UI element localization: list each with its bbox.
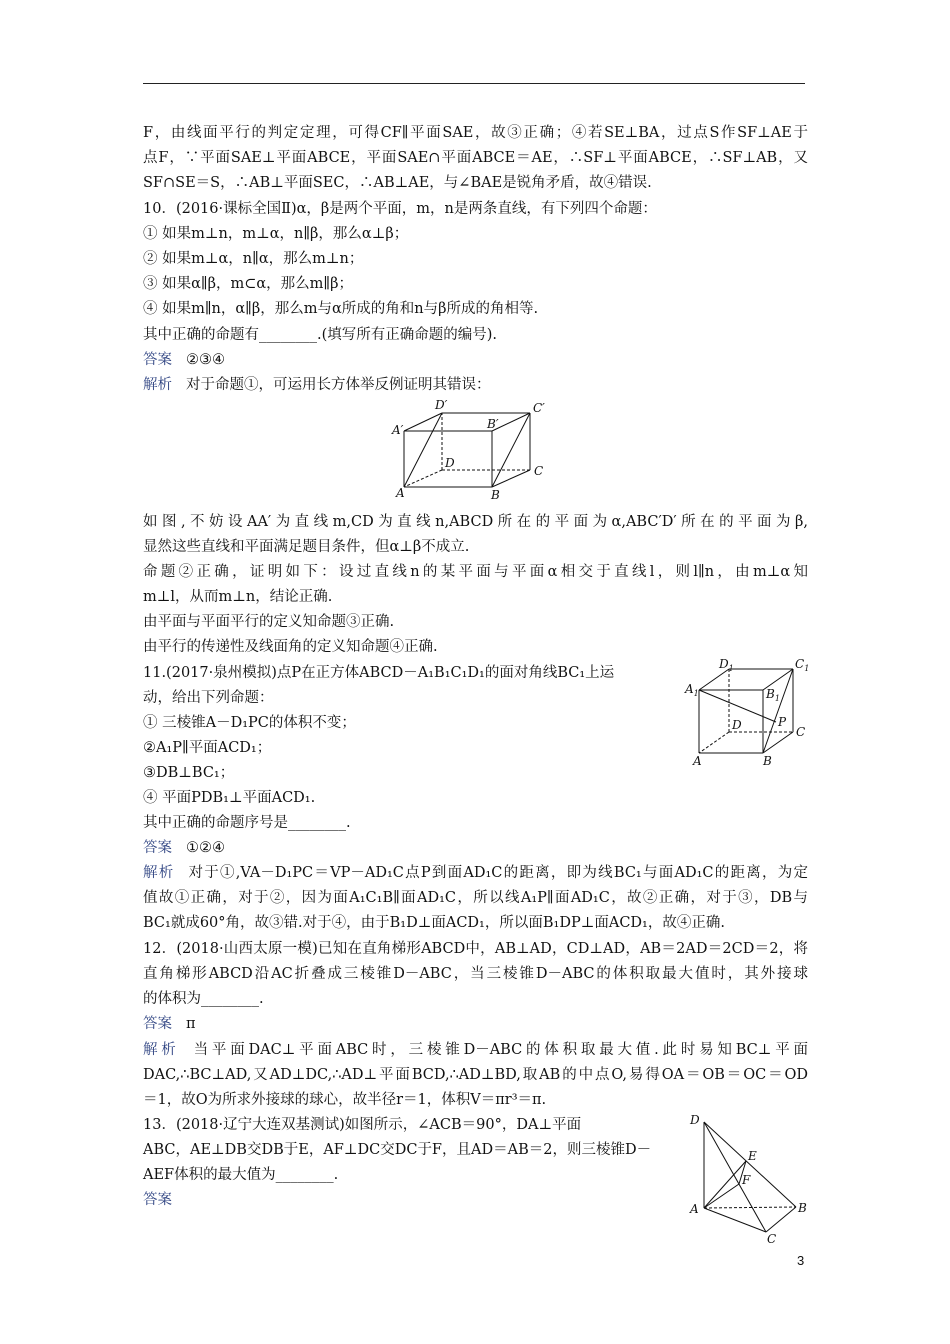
- q13-tetrahedron-figure: [684, 1110, 814, 1245]
- q13-stem-2: ABC，AE⊥DB交DB于E，AF⊥DC交DC于F，且AD＝AB＝2，则三棱锥D－: [143, 1142, 652, 1158]
- answer-tag: 答案: [143, 352, 172, 368]
- label-c: C: [796, 725, 806, 739]
- page-number: 3: [797, 1253, 805, 1268]
- q10-answer-value: ②③④: [186, 352, 225, 368]
- label-a-prime: A′: [392, 423, 404, 437]
- label-a: A: [693, 754, 702, 768]
- p9-line-3: SF∩SE＝S，∴AB⊥平面SEC，∴AB⊥AE，与∠BAE是锐角矛盾，故④错误.: [143, 175, 652, 191]
- label-c: C: [767, 1232, 777, 1245]
- q11-option-1: ① 三棱锥A－D₁PC的体积不变；: [143, 715, 356, 731]
- analysis-tag: 解析: [143, 1042, 180, 1058]
- p9-line-2: 点F，∵平面SAE⊥平面ABCE，平面SAE∩平面ABCE＝AE，∴SF⊥平面ABCE，∴SF⊥AB，又: [143, 150, 808, 166]
- q11-option-2: ②A₁P∥平面ACD₁；: [143, 740, 272, 756]
- q10-cuboid-figure: [390, 398, 550, 506]
- label-d: D: [690, 1113, 700, 1127]
- header-rule: [143, 83, 805, 84]
- q10-analysis-line-7: 由平行的传递性及线面角的定义知命题④正确.: [143, 639, 438, 655]
- q13-stem-3: AEF体积的最大值为________.: [143, 1167, 339, 1183]
- label-a1: $A_1$: [685, 682, 699, 698]
- q10-analysis: [143, 376, 808, 394]
- label-p: P: [778, 715, 787, 729]
- q10-option-2: ② 如果m⊥α，n∥α，那么m⊥n；: [143, 251, 364, 267]
- q11-option-4: ④ 平面PDB₁⊥平面ACD₁.: [143, 790, 316, 806]
- label-d: D: [445, 456, 455, 470]
- q10-analysis-line-5: m⊥l，从而m⊥n，结论正确.: [143, 589, 333, 605]
- q10-option-4: ④ 如果m∥n，α∥β，那么m与α所成的角和n与β所成的角相等.: [143, 301, 539, 317]
- q11-analysis-text: 对于①,VA－D₁PC＝VP－AD₁C点P到面AD₁C的距离，即为线BC₁与面AD₁C的距离，为定: [188, 865, 809, 881]
- q10-analysis-text: 对于命题①，可运用长方体举反例证明其错误：: [186, 377, 491, 393]
- label-c-prime: C′: [533, 401, 545, 415]
- q11-cube-figure: [683, 658, 813, 770]
- q10-question: 其中正确的命题有________.(填写所有正确命题的编号).: [143, 327, 498, 343]
- label-c1: $C_1$: [795, 658, 810, 673]
- label-b1: $B_1$: [766, 687, 780, 703]
- label-c: C: [534, 464, 544, 478]
- label-d1: $D_1$: [719, 658, 734, 673]
- q12-stem-1: 12．(2018·山西太原一模)已知在直角梯形ABCD中，AB⊥AD，CD⊥AD，AB＝2AD＝2CD＝2，将: [143, 941, 808, 957]
- q10-stem: 10．(2016·课标全国Ⅱ)α，β是两个平面，m，n是两条直线，有下列四个命题：: [143, 201, 657, 217]
- label-b: B: [798, 1201, 807, 1215]
- q10-option-1: ① 如果m⊥n，m⊥α，n∥β，那么α⊥β；: [143, 226, 409, 242]
- q10-option-3: ③ 如果α∥β，m⊂α，那么m∥β；: [143, 276, 354, 292]
- q11-question: 其中正确的命题序号是________.: [143, 815, 351, 831]
- q12-answer-value: π: [186, 1016, 196, 1032]
- label-d-prime: D′: [435, 398, 448, 412]
- label-b: B: [491, 488, 500, 502]
- label-d: D: [732, 718, 742, 732]
- q11-answer: [143, 839, 808, 857]
- q11-stem-1: 11.(2017·泉州模拟)点P在正方体ABCD－A₁B₁C₁D₁的面对角线BC₁上运: [143, 665, 615, 681]
- answer-tag: 答案: [143, 1192, 172, 1208]
- q10-answer: [143, 351, 808, 369]
- q12-answer: [143, 1015, 808, 1033]
- q10-analysis-line-2: 如图,不妨设AA′为直线m,CD为直线n,ABCD所在的平面为α,ABC′D′所在的平面为β,: [143, 514, 808, 530]
- p9-line-1: F，由线面平行的判定定理，可得CF∥平面SAE，故③正确；④若SE⊥BA，过点S作SF⊥AE于: [143, 125, 808, 141]
- q11-stem-2: 动，给出下列命题：: [143, 690, 274, 706]
- label-a: A: [690, 1202, 699, 1216]
- q13-stem-1: 13．(2018·辽宁大连双基测试)如图所示，∠ACB＝90°，DA⊥平面: [143, 1117, 582, 1133]
- q11-answer-value: ①②④: [186, 840, 225, 856]
- q12-analysis-line-3: ＝1，故O为所求外接球的球心，故半径r＝1，体积V＝πr³＝π.: [143, 1092, 547, 1108]
- q10-analysis-line-4: 命题②正确，证明如下：设过直线n的某平面与平面α相交于直线l，则l∥n，由m⊥α知: [143, 564, 808, 580]
- label-b-prime: B′: [487, 417, 499, 431]
- q12-analysis-line-2: DAC,∴BC⊥AD,又AD⊥DC,∴AD⊥平面BCD,∴AD⊥BD,取AB的中点O,易得OA＝OB＝OC＝OD: [143, 1067, 808, 1083]
- answer-tag: 答案: [143, 1016, 172, 1032]
- q11-analysis-line-2: 值故①正确，对于②，因为面A₁C₁B∥面AD₁C，所以线A₁P∥面AD₁C，故②正确，对于③，DB与: [143, 890, 808, 906]
- analysis-tag: 解析: [143, 865, 175, 881]
- q12-analysis-text: 当平面DAC⊥平面ABC时，三棱锥D－ABC的体积取最大值.此时易知BC⊥平面: [193, 1042, 808, 1058]
- q12-stem-3: 的体积为________.: [143, 991, 264, 1007]
- q12-analysis: [143, 1041, 808, 1059]
- label-a: A: [396, 486, 405, 500]
- q10-analysis-line-3: 显然这些直线和平面满足题目条件，但α⊥β不成立.: [143, 539, 470, 555]
- q10-analysis-line-6: 由平面与平面平行的定义知命题③正确.: [143, 614, 395, 630]
- q11-option-3: ③DB⊥BC₁；: [143, 765, 235, 781]
- label-e: E: [748, 1149, 757, 1163]
- q12-stem-2: 直角梯形ABCD沿AC折叠成三棱锥D－ABC，当三棱锥D－ABC的体积取最大值时，其外接球: [143, 966, 808, 982]
- analysis-tag: 解析: [143, 377, 172, 393]
- answer-tag: 答案: [143, 840, 172, 856]
- label-f: F: [742, 1173, 751, 1187]
- q11-analysis: [143, 864, 808, 882]
- label-b: B: [763, 754, 772, 768]
- q11-analysis-line-3: BC₁就成60°角，故③错.对于④，由于B₁D⊥面ACD₁，所以面B₁DP⊥面ACD₁，故④正确.: [143, 915, 725, 931]
